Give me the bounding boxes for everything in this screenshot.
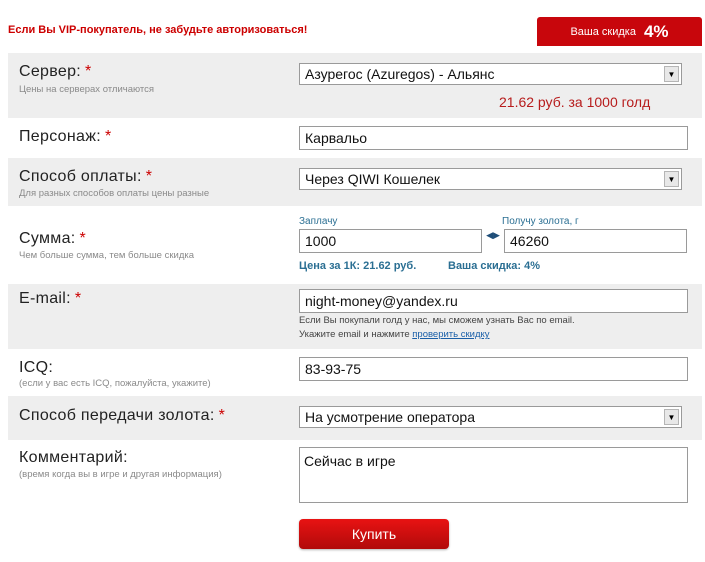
icq-input[interactable]: 83-93-75 bbox=[299, 357, 688, 381]
chevron-down-icon[interactable]: ▼ bbox=[664, 66, 679, 82]
email-note: Если Вы покупали голд у нас, мы сможем узнать Вас по email. Укажите email и нажмите проверить скидку bbox=[299, 315, 575, 340]
price-per-1k: Цена за 1К: 21.62 руб. bbox=[299, 260, 417, 272]
payment-row bbox=[8, 158, 702, 206]
gold-amount-input[interactable]: 46260 bbox=[504, 229, 687, 253]
icq-hint: (если у вас есть ICQ, пожалуйста, укажите) bbox=[19, 378, 211, 389]
required-mark: * bbox=[104, 128, 112, 145]
server-row bbox=[8, 53, 702, 118]
required-mark: * bbox=[79, 230, 87, 247]
email-label: E-mail: * bbox=[19, 290, 82, 307]
character-input[interactable]: Карвальо bbox=[299, 126, 688, 150]
buy-button[interactable]: Купить bbox=[299, 519, 449, 549]
payment-hint: Для разных способов оплаты цены разные bbox=[19, 188, 210, 199]
pay-amount-input[interactable]: 1000 bbox=[299, 229, 482, 253]
required-mark: * bbox=[74, 290, 82, 307]
comment-row bbox=[8, 440, 702, 512]
comment-textarea[interactable]: Сейчас в игре bbox=[299, 447, 688, 503]
payment-select[interactable]: Через QIWI Кошелек ▼ bbox=[299, 168, 682, 190]
pay-label: Заплачу bbox=[299, 216, 338, 227]
gold-label: Получу золота, г bbox=[502, 216, 579, 227]
required-mark: * bbox=[145, 168, 153, 185]
discount-badge bbox=[537, 17, 702, 46]
server-label: Сервер: * bbox=[19, 63, 92, 80]
amount-row bbox=[8, 206, 702, 284]
delivery-row bbox=[8, 396, 702, 440]
delivery-label: Способ передачи золота: * bbox=[19, 407, 226, 424]
discount-label: Ваша скидка bbox=[570, 25, 636, 38]
vip-notice: Если Вы VIP-покупатель, не забудьте авторизоваться! bbox=[8, 24, 308, 36]
character-row bbox=[8, 118, 702, 158]
server-price: 21.62 руб. за 1000 голд bbox=[499, 94, 651, 110]
comment-hint: (время когда вы в игре и другая информация) bbox=[19, 469, 222, 480]
amount-hint: Чем больше сумма, тем больше скидка bbox=[19, 250, 195, 261]
required-mark: * bbox=[85, 63, 92, 80]
server-select[interactable]: Азурегос (Azuregos) - Альянс ▼ bbox=[299, 63, 682, 85]
delivery-select[interactable]: На усмотрение оператора ▼ bbox=[299, 406, 682, 428]
email-input[interactable]: night-money@yandex.ru bbox=[299, 289, 688, 313]
check-discount-link[interactable]: проверить скидку bbox=[412, 329, 490, 340]
swap-arrows-icon: ◀▶ bbox=[486, 229, 500, 240]
icq-row bbox=[8, 349, 702, 396]
chevron-down-icon[interactable]: ▼ bbox=[664, 409, 679, 425]
comment-label: Комментарий: bbox=[19, 449, 128, 466]
icq-label: ICQ: bbox=[19, 359, 54, 376]
amount-discount-info: Ваша скидка: 4% bbox=[448, 260, 541, 272]
email-row bbox=[8, 284, 702, 349]
server-hint: Цены на серверах отличаются bbox=[19, 84, 155, 95]
chevron-down-icon[interactable]: ▼ bbox=[664, 171, 679, 187]
discount-value: 4% bbox=[643, 21, 669, 41]
required-mark: * bbox=[218, 407, 226, 424]
character-label: Персонаж: * bbox=[19, 128, 112, 145]
amount-label: Сумма: * bbox=[19, 230, 87, 247]
payment-label: Способ оплаты: * bbox=[19, 168, 153, 185]
